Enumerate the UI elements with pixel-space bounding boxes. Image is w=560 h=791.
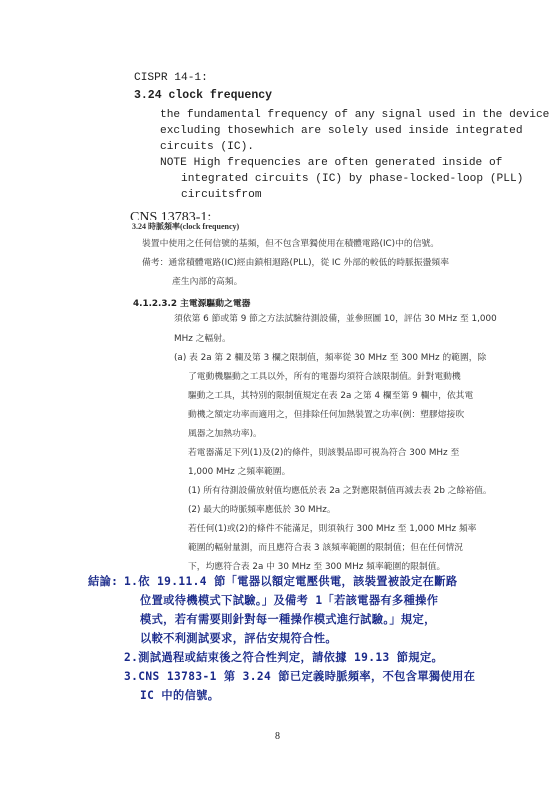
cns-item-a-line-1: (a) 表 2a 第 2 欄及第 3 欄之限制值，頻率從 30 MHz 至 300 MHz 的範圍，除 — [174, 353, 487, 363]
cispr-note-line-3: circuitsfrom — [181, 189, 262, 201]
cns-para2-line-5: 若任何(1)或(2)的條件不能滿足，則須執行 300 MHz 至 1,000 MHz 頻率 — [188, 524, 477, 534]
page-number: 8 — [275, 731, 280, 742]
cispr-def-line-2: excluding thosewhich are solely used inside integrated — [160, 125, 523, 137]
cns-heading: CNS 13783-1: — [130, 210, 212, 220]
cispr-heading: CISPR 14-1: — [134, 72, 208, 84]
cns-para2-line-7: 下，均應符合表 2a 中 30 MHz 至 300 MHz 頻率範圍的限制值。 — [188, 562, 446, 572]
cns-para2-line-3: (1) 所有待測設備放射值均應低於表 2a 之對應限制值再減去表 2b 之餘裕值。 — [188, 486, 492, 496]
cns-item-a-line-4: 動機之額定功率而適用之，但排除任何加熱裝置之功率(例：塑膠熔接吹 — [188, 410, 465, 420]
cns-para2-line-2: 1,000 MHz 之頻率範圍。 — [188, 467, 291, 477]
conclusion-item1-line-1: 1.依 19.11.4 節「電器以額定電壓供電，該裝置被設定在斷路 — [124, 575, 458, 588]
cns-item-a-line-2: 了電動機驅動之工具以外，所有的電器均須符合該限制值。針對電動機 — [188, 372, 461, 382]
cispr-term-title: 3.24 clock frequency — [134, 89, 273, 102]
conclusion-item3-line-1: 3.CNS 13783-1 第 3.24 節已定義時脈頻率，不包含單獨使用在 — [124, 670, 476, 683]
cns-para2-line-1: 若電器滿足下列(1)及(2)的條件，則該製品即可視為符合 300 MHz 至 — [188, 448, 460, 458]
cns-term-title: 3.24 時脈頻率(clock frequency) — [132, 222, 240, 231]
cns-para2-line-6: 範圍的輻射量測，而且應符合表 3 該頻率範圍的限制值；但在任何情況 — [188, 543, 464, 553]
cns-item-a-line-5: 風器之加熱功率)。 — [188, 429, 262, 439]
cns-definition: 裝置中使用之任何信號的基頻，但不包含單獨使用在積體電路(IC)中的信號。 — [142, 239, 440, 249]
conclusion-item1-line-3: 模式，若有需要則針對每一種操作模式進行試驗。」規定， — [140, 613, 436, 626]
conclusion-item1-line-4: 以較不利測試要求，評估安規符合性。 — [140, 632, 337, 645]
cispr-note-line-1: NOTE High frequencies are often generated inside of — [160, 157, 503, 169]
conclusion-item3-line-2: IC 中的信號。 — [140, 689, 220, 702]
cispr-def-line-3: circuits (IC). — [160, 141, 254, 153]
cns-para-line-1: 須依第 6 節或第 9 節之方法試驗待測設備，並參照圖 10，評估 30 MHz 至 1,000 — [174, 314, 497, 324]
cns-note-line-2: 產生內部的高頻。 — [172, 277, 243, 287]
conclusion-item2: 2.測試過程或結束後之符合性判定，請依據 19.13 節規定。 — [124, 651, 444, 664]
conclusion-label: 結論: — [88, 575, 119, 588]
cns-note-line-1: 備考：通常積體電路(IC)經由鎖相迴路(PLL)，從 IC 外部的較低的時脈振盪頻率 — [142, 258, 450, 268]
cns-para2-line-4: (2) 最大的時脈頻率應低於 30 MHz。 — [188, 505, 336, 515]
cns-item-a-line-3: 驅動之工具，其特別的限制值規定在表 2a 之第 4 欄至第 9 欄中，依其電 — [188, 391, 474, 401]
cispr-note-line-2: integrated circuits (IC) by phase-locked-loop (PLL) — [181, 173, 524, 185]
conclusion-item1-line-2: 位置或待機模式下試驗。」及備考 1「若該電器有多種操作 — [140, 594, 439, 607]
cns-para-line-2: MHz 之輻射。 — [174, 334, 231, 344]
cispr-def-line-1: the fundamental frequency of any signal used in the device — [160, 109, 550, 121]
cns-section-heading: 4.1.2.3.2 主電源驅動之電器 — [133, 299, 251, 309]
